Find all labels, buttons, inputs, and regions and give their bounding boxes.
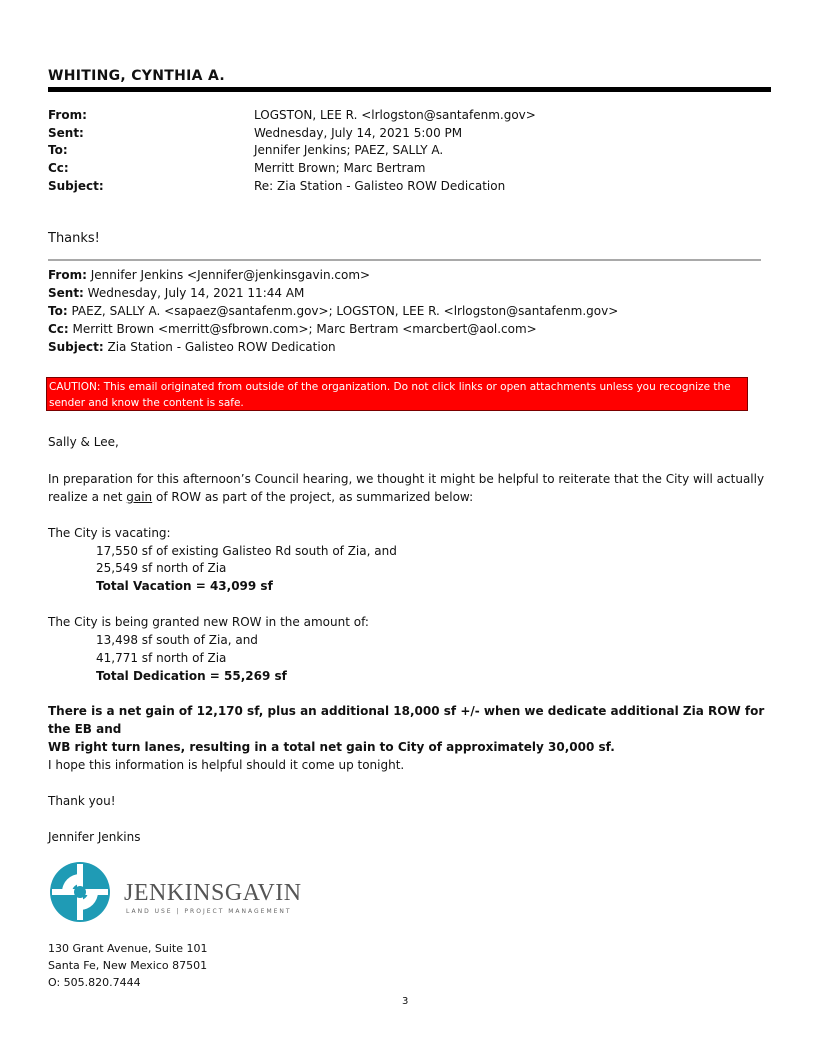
fwd-sent-label: Sent: (48, 286, 84, 300)
net-gain-line-2: WB right turn lanes, resulting in a total net gain to City of approximately 30,000 sf. (48, 740, 615, 754)
net-gain-line-1: There is a net gain of 12,170 sf, plus an additional 18,000 sf +/- when we dedicate additional Zia ROW for the EB and (48, 704, 765, 736)
header-to-label: To: (48, 143, 68, 157)
hope-line: I hope this information is helpful should it come up tonight. (48, 758, 405, 772)
reply-text: Thanks! (48, 231, 100, 246)
header-sent-label: Sent: (48, 126, 84, 140)
header-from-label: From: (48, 108, 87, 122)
vacating-total: Total Vacation = 43,099 sf (96, 579, 273, 593)
net-gain-paragraph (48, 702, 768, 756)
vacating-heading: The City is vacating: (48, 526, 171, 540)
page-number: 3 (402, 996, 409, 1007)
address-line: Santa Fe, New Mexico 87501 (48, 959, 208, 972)
header-to-value: Jennifer Jenkins; PAEZ, SALLY A. (254, 143, 444, 157)
fwd-from-label: From: (48, 268, 87, 282)
fwd-to-value: PAEZ, SALLY A. <sapaez@santafenm.gov>; LOGSTON, LEE R. <lrlogston@santafenm.gov> (67, 304, 619, 318)
header-sent-value: Wednesday, July 14, 2021 5:00 PM (254, 126, 463, 140)
phone-line: O: 505.820.7444 (48, 976, 141, 989)
vacating-item: 17,550 sf of existing Galisteo Rd south of Zia, and (96, 544, 397, 558)
vacating-item: 25,549 sf north of Zia (96, 561, 227, 575)
header-divider (48, 87, 771, 92)
header-subject-label: Subject: (48, 179, 104, 193)
thank-you-line: Thank you! (48, 794, 116, 808)
fwd-to-label: To: (48, 304, 68, 318)
intro-part-a: realize a net (48, 490, 127, 504)
logo-company-name: JENKINSGAVIN (124, 880, 302, 906)
fwd-subject-label: Subject: (48, 340, 104, 354)
greeting: Sally & Lee, (48, 435, 119, 449)
intro-line-2 (48, 488, 768, 506)
fwd-from-value: Jennifer Jenkins <Jennifer@jenkinsgavin.com> (86, 268, 371, 282)
intro-part-c: of ROW as part of the project, as summarized below: (152, 490, 474, 504)
fwd-sent-value: Wednesday, July 14, 2021 11:44 AM (83, 286, 305, 300)
logo-tagline: LAND USE | PROJECT MANAGEMENT (126, 908, 292, 915)
caution-text: CAUTION: This email originated from outside of the organization. Do not click links or open attachments unless you recognize the sender and know the content is safe. (49, 381, 731, 409)
fwd-cc-label: Cc: (48, 322, 69, 336)
fwd-subject-value: Zia Station - Galisteo ROW Dedication (103, 340, 336, 354)
header-subject-value: Re: Zia Station - Galisteo ROW Dedication (254, 179, 506, 193)
granted-item: 13,498 sf south of Zia, and (96, 633, 258, 647)
fwd-cc-value: Merritt Brown <merritt@sfbrown.com>; Marc Bertram <marcbert@aol.com> (68, 322, 537, 336)
header-cc-value: Merritt Brown; Marc Bertram (254, 161, 426, 175)
company-address (48, 940, 208, 991)
company-logo (48, 860, 302, 924)
quote-divider (48, 259, 761, 261)
granted-heading: The City is being granted new ROW in the amount of: (48, 615, 369, 629)
gain-underlined: gain (126, 490, 153, 504)
intro-paragraph (48, 470, 768, 506)
header-from-value: LOGSTON, LEE R. <lrlogston@santafenm.gov> (254, 108, 536, 122)
caution-banner (46, 377, 748, 411)
forwarded-header (48, 266, 618, 356)
header-cc-label: Cc: (48, 161, 69, 175)
granted-item: 41,771 sf north of Zia (96, 651, 227, 665)
signature-name: Jennifer Jenkins (48, 830, 141, 844)
intro-line-1: In preparation for this afternoon’s Council hearing, we thought it might be helpful to reiterate that the City will actually (48, 472, 765, 486)
document-owner-name: WHITING, CYNTHIA A. (48, 68, 225, 84)
address-line: 130 Grant Avenue, Suite 101 (48, 942, 208, 955)
granted-total: Total Dedication = 55,269 sf (96, 669, 287, 683)
